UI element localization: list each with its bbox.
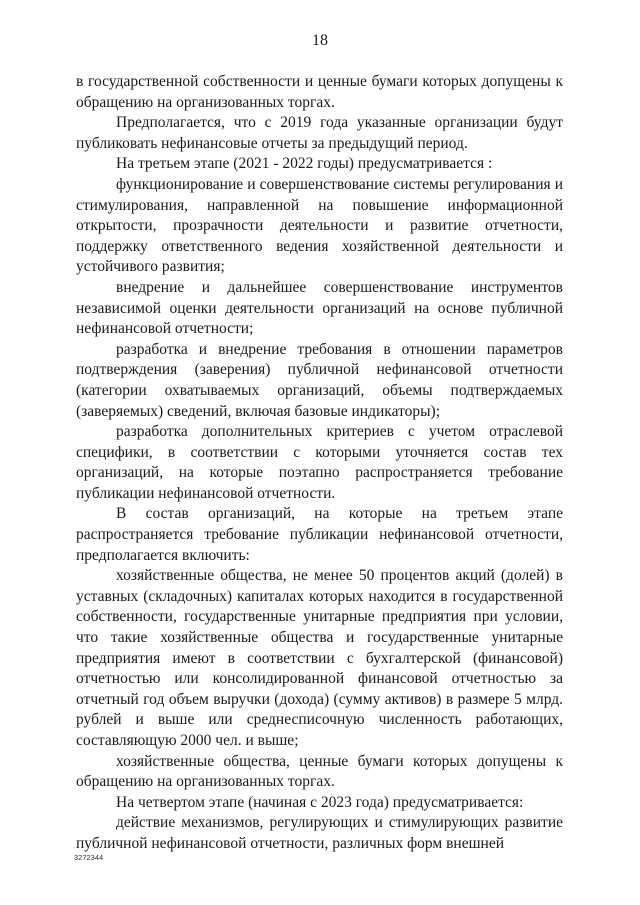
document-body — [76, 72, 563, 855]
paragraph: Предполагается, что с 2019 года указанные организации будут публиковать нефинансовые отчеты за предыдущий период. — [76, 114, 563, 152]
list-item: разработка дополнительных критериев с учетом отраслевой специфики, в соответствии с которыми уточняется состав тех организаций, на которые поэтапно распространяется требование публикации нефинансовой отчетности. — [76, 423, 563, 502]
list-item: хозяйственные общества, ценные бумаги которых допущены к обращению на организованных торгах. — [76, 752, 563, 791]
list-item: внедрение и дальнейшее совершенствование инструментов независимой оценки деятельности организаций на основе публичной нефинансовой отчетности; — [76, 278, 563, 338]
list-item: функционирование и совершенствование системы регулирования и стимулирования, направленной на повышение информационной открытости, прозрачности деятельности и развитие отчетности, поддержку ответственного ведения хозяйственной деятельности и устойчивого развития; — [76, 175, 563, 276]
list-item: разработка и внедрение требования в отношении параметров подтверждения (заверения) публичной нефинансовой отчетности (категории охватываемых организаций, объемы подтверждаемых (заверяемых) сведений, включая базовые индикаторы); — [76, 340, 563, 420]
list-item: действие механизмов, регулирующих и стимулирующих развитие публичной нефинансовой отчетности, различных форм внешней — [76, 814, 563, 852]
paragraph-stage-four-heading: На четвертом этапе (начиная с 2023 года) предусматривается: — [116, 793, 524, 811]
paragraph: В состав организаций, на которые на третьем этапе распространяется требование публикации нефинансовой отчетности, предполагается включить: — [76, 505, 563, 564]
paragraph-continuation: в государственной собственности и ценные бумаги которых допущены к обращению на организованных торгах. — [76, 73, 563, 111]
paragraph-stage-three-heading: На третьем этапе (2021 - 2022 годы) предусматривается : — [116, 155, 493, 173]
page-number: 18 — [312, 32, 328, 49]
list-item: хозяйственные общества, не менее 50 процентов акций (долей) в уставных (складочных) капиталах которых находится в государственной собственности, государственные унитарные предприятия при условии, что такие хозяйственные общества и государственные унитарные предприятия имеют в соответствии с бухгалтерской (финансовой) отчетностью или консолидированной финансовой отчетностью за отчетный год объем выручки (дохода) (сумму активов) в размере 5 млрд. рублей и выше или среднесписочную численность работающих, составляющую 2000 чел. и выше; — [76, 567, 563, 749]
document-code: 3272344 — [74, 853, 104, 862]
